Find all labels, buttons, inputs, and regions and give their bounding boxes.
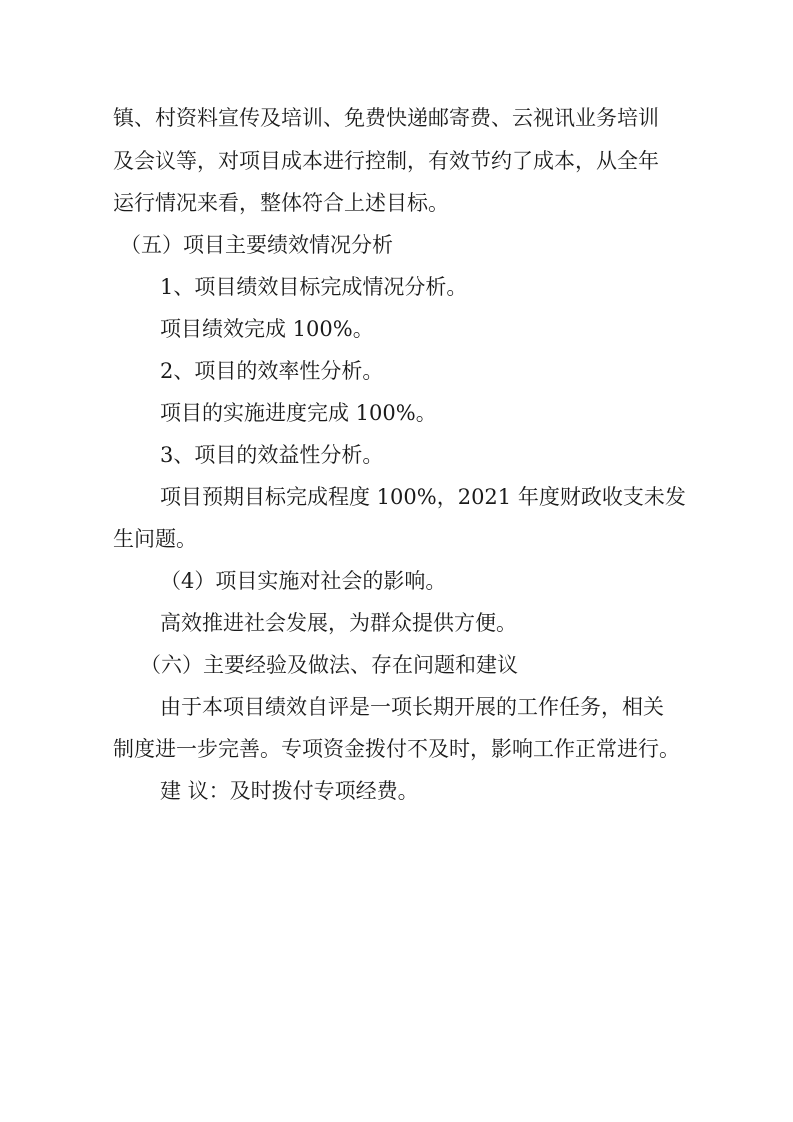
subheading-4: （4）项目实施对社会的影响。 — [160, 569, 447, 593]
paragraph-suggestion: 建 议：及时拨付专项经费。 — [160, 779, 419, 803]
subheading-3: 3、项目的效益性分析。 — [160, 443, 384, 467]
paragraph-line-continued-3: 运行情况来看，整体符合上述目标。 — [113, 191, 449, 215]
paragraph-issues-line-1: 由于本项目绩效自评是一项长期开展的工作任务，相关 — [160, 695, 664, 719]
paragraph-efficiency: 项目的实施进度完成 100%。 — [160, 401, 437, 425]
paragraph-line-continued-1: 镇、村资料宣传及培训、免费快递邮寄费、云视讯业务培训 — [113, 106, 659, 130]
paragraph-benefit-line-2: 生问题。 — [113, 527, 197, 551]
paragraph-benefit-line-1: 项目预期目标完成程度 100%，2021 年度财政收支未发 — [160, 485, 686, 509]
subheading-1: 1、项目绩效目标完成情况分析。 — [160, 275, 468, 299]
subheading-2: 2、项目的效率性分析。 — [160, 359, 384, 383]
section-heading-five: （五）项目主要绩效情况分析 — [120, 233, 393, 257]
paragraph-social-impact: 高效推进社会发展，为群众提供方便。 — [160, 611, 517, 635]
paragraph-line-continued-2: 及会议等，对项目成本进行控制，有效节约了成本，从全年 — [113, 149, 659, 173]
section-heading-six: （六）主要经验及做法、存在问题和建议 — [140, 653, 518, 677]
paragraph-performance: 项目绩效完成 100%。 — [160, 317, 374, 341]
paragraph-issues-line-2: 制度进一步完善。专项资金拨付不及时，影响工作正常进行。 — [113, 737, 680, 761]
